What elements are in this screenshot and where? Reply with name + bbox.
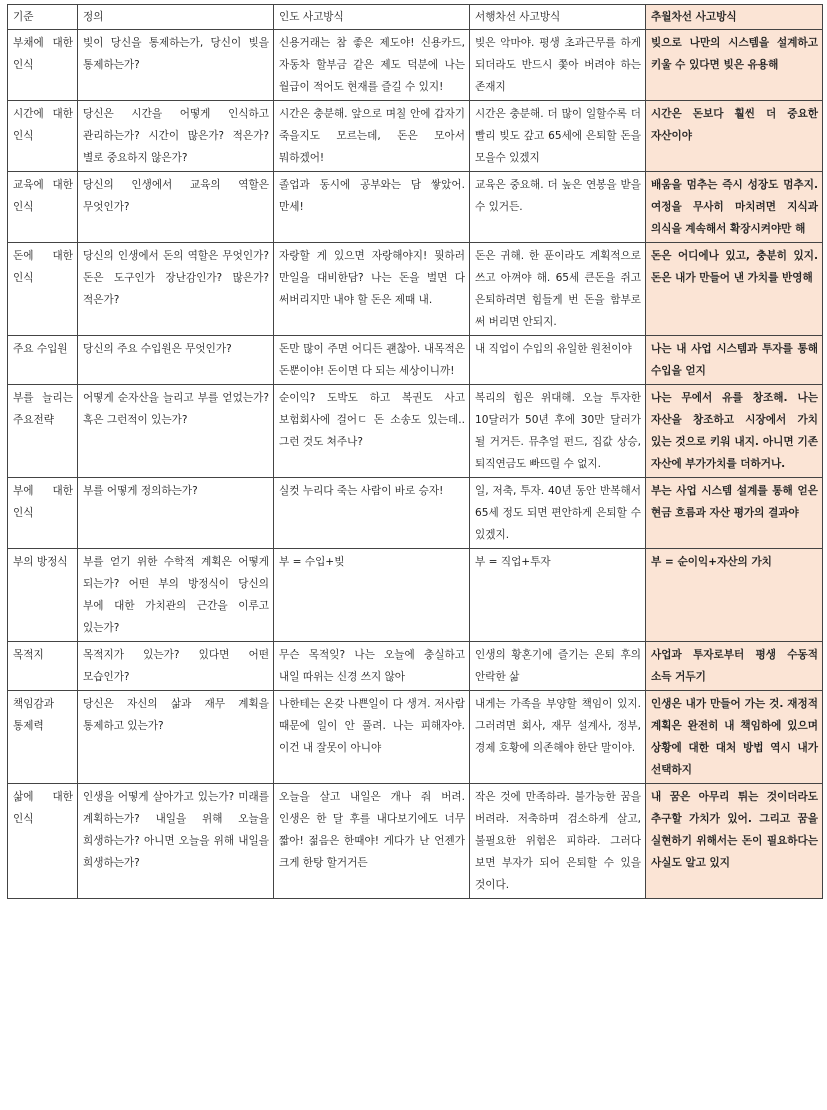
cell-passing: 사업과 투자로부터 평생 수동적 소득 거두기: [646, 642, 823, 691]
cell-definition: 당신의 인생에서 돈의 역할은 무엇인가? 돈은 도구인가 장난감인가? 많은가? 적은가?: [78, 243, 274, 336]
header-criteria: 기준: [8, 5, 78, 30]
cell-criteria: 책임감과 통제력: [8, 691, 78, 784]
header-india: 인도 사고방식: [274, 5, 470, 30]
cell-passing: 빚으로 나만의 시스템을 설계하고 키울 수 있다면 빚은 유용해: [646, 30, 823, 101]
cell-criteria: 부채에 대한 인식: [8, 30, 78, 101]
cell-criteria: 교육에 대한 인식: [8, 172, 78, 243]
cell-passing: 인생은 내가 만들어 가는 것. 재정적 계획은 완전히 내 책임하에 있으며 상황에 대한 대처 방법 역시 내가 선택하지: [646, 691, 823, 784]
table-row: [8, 30, 823, 101]
cell-india: 자랑할 게 있으면 자랑해야지! 뭣하러 만일을 대비한담? 나는 돈을 벌면 다 써버리지만 내야 할 돈은 제때 내.: [274, 243, 470, 336]
cell-criteria: 목적지: [8, 642, 78, 691]
header-row: [8, 5, 823, 30]
table-row: [8, 101, 823, 172]
cell-criteria: 시간에 대한 인식: [8, 101, 78, 172]
cell-passing: 배움을 멈추는 즉시 성장도 멈추지. 여정을 무사히 마치려면 지식과 의식을 계속해서 확장시켜야만 해: [646, 172, 823, 243]
table-row: [8, 172, 823, 243]
cell-definition: 당신의 주요 수입원은 무엇인가?: [78, 336, 274, 385]
cell-passing: 부 = 순이익+자산의 가치: [646, 549, 823, 642]
cell-india: 무슨 목적잊? 나는 오늘에 충실하고 내일 따위는 신경 쓰지 않아: [274, 642, 470, 691]
cell-westbound: 시간은 충분해. 더 많이 일할수록 더 빨리 빚도 갚고 65세에 은퇴할 돈을 모을수 있겠지: [470, 101, 646, 172]
comparison-table: [7, 4, 823, 899]
header-passing: 추월차선 사고방식: [646, 5, 823, 30]
cell-india: 나한테는 온갖 나쁜일이 다 생겨. 저사람 때문에 일이 안 풀려. 나는 피해자야. 이건 내 잘못이 아니야: [274, 691, 470, 784]
cell-passing: 내 꿈은 아무리 튀는 것이더라도 추구할 가치가 있어. 그리고 꿈을 실현하기 위해서는 돈이 필요하다는 사실도 알고 있지: [646, 784, 823, 899]
cell-westbound: 교육은 중요해. 더 높은 연봉을 받을 수 있거든.: [470, 172, 646, 243]
table-row: [8, 784, 823, 899]
cell-passing: 나는 내 사업 시스템과 투자를 통해 수입을 얻지: [646, 336, 823, 385]
cell-passing: 부는 사업 시스템 설계를 통해 얻은 현금 흐름과 자산 평가의 결과야: [646, 478, 823, 549]
cell-india: 실컷 누리다 죽는 사람이 바로 승자!: [274, 478, 470, 549]
cell-definition: 부를 얻기 위한 수학적 계획은 어떻게 되는가? 어떤 부의 방정식이 당신의 부에 대한 가치관의 근간을 이루고 있는가?: [78, 549, 274, 642]
cell-india: 신용거래는 참 좋은 제도야! 신용카드, 자동차 할부금 같은 제도 덕분에 나는 월급이 적어도 현재를 즐길 수 있지!: [274, 30, 470, 101]
cell-definition: 목적지가 있는가? 있다면 어떤 모습인가?: [78, 642, 274, 691]
cell-passing: 나는 무에서 유를 창조해. 나는 자산을 창조하고 시장에서 가치 있는 것으로 키워 내지. 아니면 기존 자산에 부가가치를 더하거나.: [646, 385, 823, 478]
cell-india: 시간은 충분해. 앞으로 며칠 안에 갑자기 죽을지도 모르는데, 돈은 모아서 뭐하겠어!: [274, 101, 470, 172]
table-row: [8, 691, 823, 784]
cell-criteria: 주요 수입원: [8, 336, 78, 385]
cell-definition: 당신은 시간을 어떻게 인식하고 관리하는가? 시간이 많은가? 적은가? 별로 중요하지 않은가?: [78, 101, 274, 172]
table-row: [8, 549, 823, 642]
table-row: [8, 478, 823, 549]
table-row: [8, 336, 823, 385]
cell-criteria: 부에 대한 인식: [8, 478, 78, 549]
cell-westbound: 복리의 힘은 위대해. 오늘 투자한 10달러가 50년 후에 30만 달러가 될 거거든. 뮤추얼 펀드, 집값 상승, 퇴직연금도 빠뜨릴 수 없지.: [470, 385, 646, 478]
cell-criteria: 삶에 대한 인식: [8, 784, 78, 899]
cell-definition: 어떻게 순자산을 늘리고 부를 얻었는가? 혹은 그런적이 있는가?: [78, 385, 274, 478]
cell-criteria: 부를 늘리는 주요전략: [8, 385, 78, 478]
cell-india: 순이익? 도박도 하고 복권도 사고 보험회사에 걸어ㄷ 돈 소송도 있는데.. 그런 것도 쳐주나?: [274, 385, 470, 478]
cell-india: 돈만 많이 주면 어디든 괜찮아. 내목적은 돈뿐이야! 돈이면 다 되는 세상이니까!: [274, 336, 470, 385]
cell-westbound: 돈은 귀해. 한 푼이라도 계획적으로 쓰고 아껴야 해. 65세 큰돈을 쥐고 은퇴하려면 힘들게 번 돈을 함부로 써 버리면 안되지.: [470, 243, 646, 336]
cell-passing: 돈은 어디에나 있고, 충분히 있지. 돈은 내가 만들어 낸 가치를 반영해: [646, 243, 823, 336]
table-row: [8, 385, 823, 478]
table-row: [8, 243, 823, 336]
table-row: [8, 642, 823, 691]
cell-criteria: 부의 방정식: [8, 549, 78, 642]
cell-westbound: 내 직업이 수입의 유일한 원천이야: [470, 336, 646, 385]
header-westbound: 서행차선 사고방식: [470, 5, 646, 30]
cell-definition: 당신은 자신의 삶과 재무 계획을 통제하고 있는가?: [78, 691, 274, 784]
cell-westbound: 일, 저축, 투자. 40년 동안 반복해서 65세 정도 되면 편안하게 은퇴할 수 있겠지.: [470, 478, 646, 549]
cell-criteria: 돈에 대한 인식: [8, 243, 78, 336]
cell-westbound: 내게는 가족을 부양할 책임이 있지. 그러려면 회사, 재무 설계사, 정부, 경제 호황에 의존해야 한단 말이야.: [470, 691, 646, 784]
cell-india: 부 = 수입+빚: [274, 549, 470, 642]
cell-india: 졸업과 동시에 공부와는 담 쌓았어. 만세!: [274, 172, 470, 243]
cell-definition: 빚이 당신을 통제하는가, 당신이 빚을 통제하는가?: [78, 30, 274, 101]
cell-india: 오늘을 살고 내일은 개나 줘 버려. 인생은 한 달 후를 내다보기에도 너무 짧아! 젊음은 한때야! 게다가 난 언젠가 크게 한탕 할거거든: [274, 784, 470, 899]
cell-definition: 인생을 어떻게 살아가고 있는가? 미래를 계획하는가? 내일을 위해 오늘을 희생하는가? 아니면 오늘을 위해 내일을 희생하는가?: [78, 784, 274, 899]
cell-definition: 부를 어떻게 정의하는가?: [78, 478, 274, 549]
cell-westbound: 부 = 직업+투자: [470, 549, 646, 642]
cell-westbound: 빚은 악마야. 평생 초과근무를 하게 되더라도 반드시 쫓아 버려야 하는 존재지: [470, 30, 646, 101]
cell-passing: 시간은 돈보다 훨씬 더 중요한 자산이야: [646, 101, 823, 172]
header-definition: 정의: [78, 5, 274, 30]
cell-westbound: 인생의 황혼기에 즐기는 은퇴 후의 안락한 삶: [470, 642, 646, 691]
cell-definition: 당신의 인생에서 교육의 역할은 무엇인가?: [78, 172, 274, 243]
cell-westbound: 작은 것에 만족하라. 불가능한 꿈을 버려라. 저축하며 검소하게 살고, 불필요한 위험은 피하라. 그러다 보면 부자가 되어 은퇴할 수 있을 것이다.: [470, 784, 646, 899]
